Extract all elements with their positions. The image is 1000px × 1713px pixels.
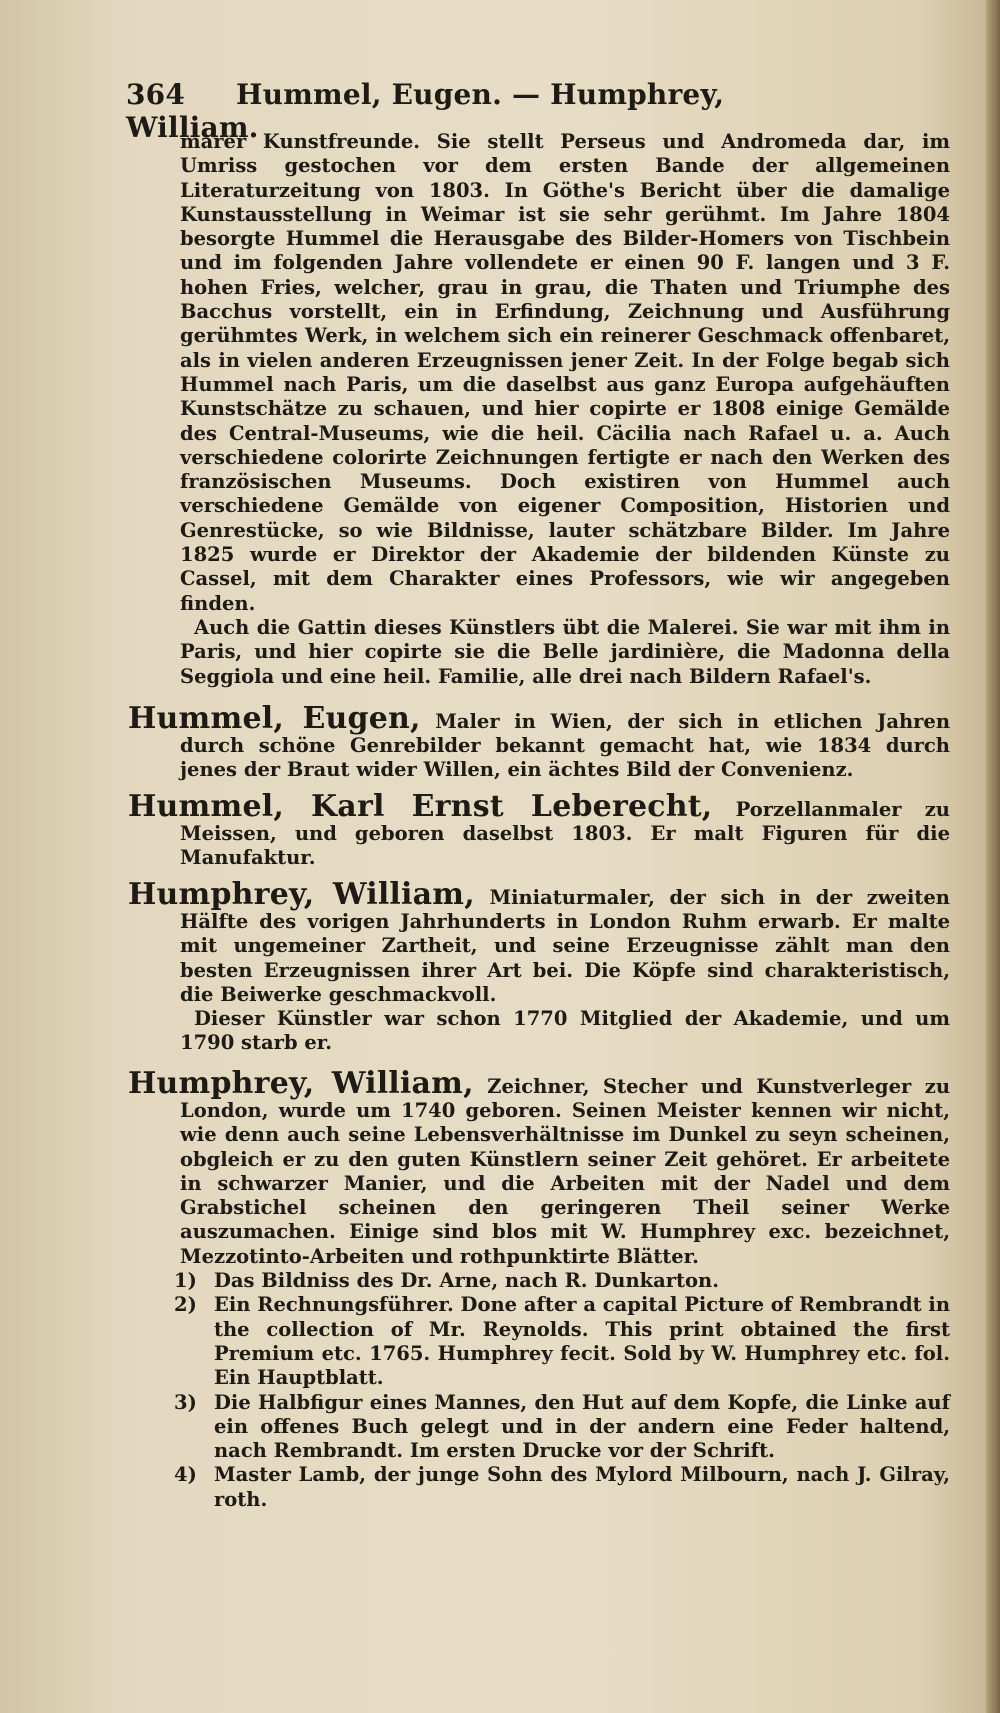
entry-hummel-karl — [128, 788, 950, 871]
entry-text: Miniaturmaler, der sich in der zweiten Hälfte des vorigen Jahrhunderts in London Ruhm erwarb. Er malte mit ungemeiner Zartheit, und seine Erzeugnisse zählt man den besten Erzeugnissen ihrer Art bei. Die Köpfe sind charakteristisch, die Beiwerke geschmackvoll. — [180, 885, 950, 1006]
entry-humphrey-william-miniaturist — [128, 876, 950, 1007]
page-number: 364 — [126, 78, 186, 111]
intro-paragraph-1: marer Kunstfreunde. Sie stellt Perseus und Andromeda dar, im Umriss gestochen vor dem ersten Bande der allgemeinen Literaturzeitung von 1803. In Göthe's Bericht über die damalige Kunstausstellung in Weimar ist sie sehr gerühmt. Im Jahre 1804 besorgte Hummel die Herausgabe des Bilder-Homers von Tischbein und im folgenden Jahre vollendete er einen 90 F. langen und 3 F. hohen Fries, welcher, grau in grau, die Thaten und Triumphe des Bacchus vorstellt, ein in Erfindung, Zeichnung und Ausführung gerühmtes Werk, in welchem sich ein reinerer Geschmack offenbaret, als in vielen anderen Erzeugnissen jener Zeit. In der Folge begab sich Hummel nach Paris, um die daselbst aus ganz Europa aufgehäuften Kunstschätze zu schauen, und hier copirte er 1808 einige Gemälde des Central-Museums, wie die heil. Cäcilia nach Rafael u. a. Auch verschiedene colorirte Zeichnungen fertigte er nach den Werken des französischen Museums. Doch existiren von Hummel auch verschiedene Gemälde von eigener Composition, Historien und Genrestücke, so wie Bildnisse, lauter schätzbare Bilder. Im Jahre 1825 wurde er Direktor der Akademie der bildenden Künste zu Cassel, mit dem Charakter eines Professors, wie wir angegeben finden. — [180, 130, 950, 615]
entry-name: Humphrey, William, — [128, 1065, 474, 1101]
entry-hummel-eugen — [128, 700, 951, 783]
works-list-item — [174, 1293, 950, 1390]
works-list-item — [174, 1463, 950, 1512]
entry-name: Humphrey, William, — [128, 876, 475, 912]
item-number: 3) — [174, 1390, 197, 1414]
intro-paragraph-2: Auch die Gattin dieses Künstlers übt die Malerei. Sie war mit ihm in Paris, und hier copirte sie die Belle jardinière, die Madonna della Seggiola und eine heil. Familie, alle drei nach Bildern Rafael's. — [180, 615, 950, 688]
entry-continuation: Dieser Künstler war schon 1770 Mitglied der Akademie, und um 1790 starb er. — [180, 1007, 950, 1055]
page-edge — [986, 0, 1000, 1713]
entry-text: Maler in Wien, der sich in etlichen Jahren durch schöne Genrebilder bekannt gemacht hat, wie 1834 durch jenes der Braut wider Willen, ein ächtes Bild der Convenienz. — [180, 709, 951, 782]
entry-name: Hummel, Eugen, — [128, 700, 421, 736]
entry-text: Porzellanmaler zu Meissen, und geboren daselbst 1803. Er malt Figuren für die Manufaktur. — [180, 797, 950, 870]
item-number: 2) — [174, 1293, 197, 1317]
entry-humphrey-william-engraver — [128, 1065, 950, 1269]
item-text: Das Bildniss des Dr. Arne, nach R. Dunkarton. — [214, 1269, 720, 1293]
works-list-item — [174, 1390, 950, 1464]
running-title: Hummel, Eugen. — Humphrey, William. — [126, 78, 725, 144]
item-text: Die Halbfigur eines Mannes, den Hut auf dem Kopfe, die Linke auf ein offenes Buch gelegt und in der andern eine Feder haltend, nach Rembrandt. Im ersten Drucke vor der Schrift. — [214, 1390, 950, 1463]
item-number: 1) — [174, 1269, 197, 1293]
works-list-item — [174, 1269, 950, 1293]
item-number: 4) — [174, 1463, 197, 1487]
page-text — [128, 130, 951, 1512]
entry-name: Hummel, Karl Ernst Leberecht, — [128, 788, 713, 824]
item-text: Master Lamb, der junge Sohn des Mylord Milbourn, nach J. Gilray, roth. — [214, 1463, 950, 1511]
works-list — [174, 1269, 950, 1512]
item-text: Ein Rechnungsführer. Done after a capital Picture of Rembrandt in the collection of Mr. Reynolds. This print obtained the first Premium etc. 1765. Humphrey fecit. Sold by W. Humphrey etc. fol. Ein Hauptblatt. — [214, 1293, 950, 1390]
entry-text: Zeichner, Stecher und Kunstverleger zu London, wurde um 1740 geboren. Seinen Meister kennen wir nicht, wie denn auch seine Lebensverhältnisse im Dunkel zu seyn scheinen, obgleich er zu den guten Künstlern seiner Zeit gehöret. Er arbeitete in schwarzer Manier, und die Arbeiten mit der Nadel und dem Grabstichel scheinen den geringeren Theil seiner Werke auszumachen. Einige sind blos mit W. Humphrey exc. bezeichnet, Mezzotinto-Arbeiten und rothpunktirte Blätter. — [180, 1074, 950, 1268]
